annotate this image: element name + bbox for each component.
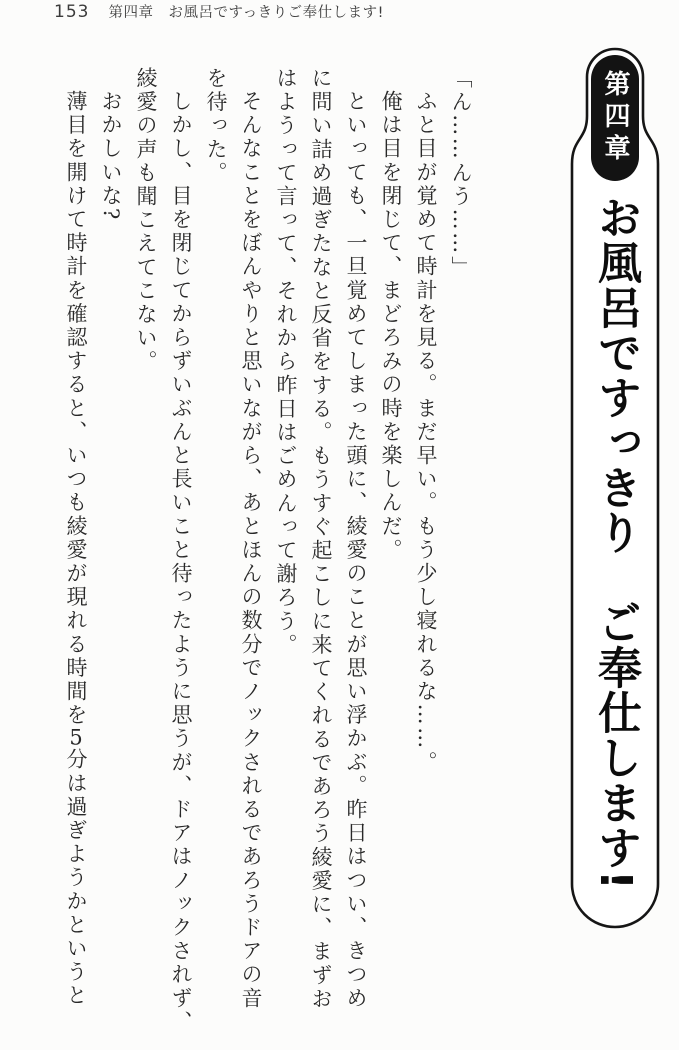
text-column: そんなことをぼんやりと思いながら、あとほんの数分でノックされるであろうドアの音 <box>239 90 263 1011</box>
text-column: といっても、一旦覚めてしまった頭に、綾愛のことが思い浮かぶ。昨日はつい、きつめ <box>344 90 368 1011</box>
text-column: しかし、目を閉じてからずいぶんと長いこと待ったように思うが、ドアはノックされず、 <box>169 90 193 1035</box>
body-text <box>58 67 478 1045</box>
page-header <box>54 1 384 22</box>
text-column: 薄目を開けて時計を確認すると、いつも綾愛が現れる時間を5分は過ぎようかというと <box>64 90 88 1008</box>
text-column: おかしいな? <box>99 90 123 222</box>
text-column: 綾愛の声も聞こえてこない。 <box>134 67 158 374</box>
text-column: ふと目が覚めて時計を見る。まだ早い。もう少し寝れるな……。 <box>414 90 438 775</box>
text-column: を待った。 <box>204 67 228 185</box>
text-column: 「ん……んう……」 <box>449 67 473 280</box>
text-column: はようって言って、それから昨日はごめんって謝ろう。 <box>274 67 298 657</box>
chapter-number-label: 第四章 <box>600 70 630 166</box>
text-column: 俺は目を閉じて、まどろみの時を楽しんだ。 <box>379 90 403 563</box>
chapter-title-capsule <box>569 44 661 936</box>
chapter-number-badge <box>591 55 639 181</box>
text-column: に問い詰め過ぎたなと反省をする。もうすぐ起こしに来てくれるであろう綾愛に、まずお <box>309 67 333 1011</box>
running-header-title: 第四章 お風呂ですっきりご奉仕します! <box>108 5 384 21</box>
page-number: 153 <box>54 2 90 22</box>
chapter-title: お風呂ですっきり ご奉仕します! <box>590 195 641 892</box>
upright-digit: 5 <box>69 727 83 749</box>
